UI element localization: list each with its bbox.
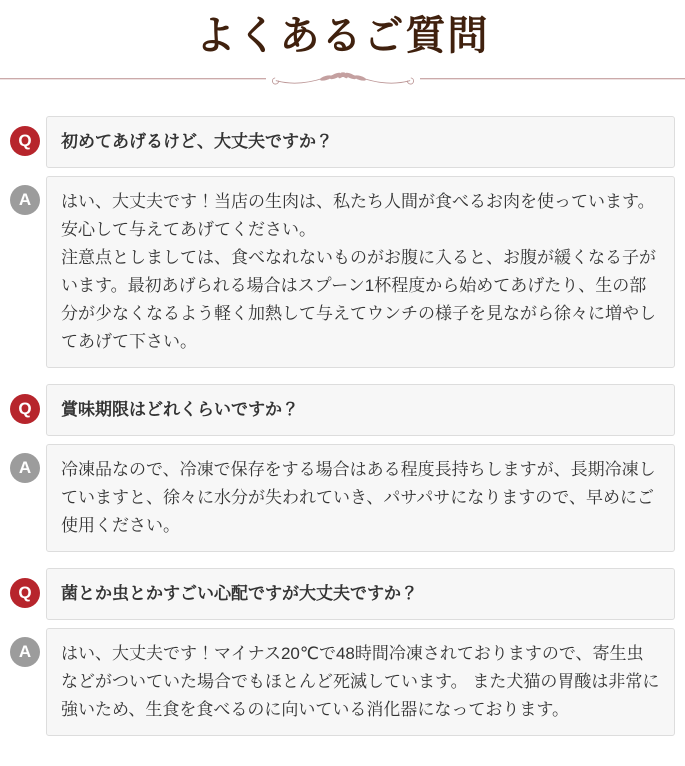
question-text: 菌とか虫とかすごい心配ですが大丈夫ですか？ (46, 568, 675, 620)
answer-paragraph: はい、大丈夫です！マイナス20℃で48時間冷凍されておりますので、寄生虫などがついていた場合でもほとんど死滅しています。 また犬猫の胃酸は非常に強いため、生食を食べるのに向いている消化器になっております。 (61, 640, 660, 724)
decorative-divider (0, 66, 685, 90)
q-badge-icon: Q (10, 126, 40, 156)
question-text: 初めてあげるけど、大丈夫ですか？ (46, 116, 675, 168)
q-badge-icon: Q (10, 578, 40, 608)
question-row (10, 384, 675, 436)
a-badge-icon: A (10, 185, 40, 215)
answer-paragraph: 冷凍品なので、冷凍で保存をする場合はある程度長持ちしますが、長期冷凍していますと、徐々に水分が失われていき、パサパサになりますので、早めにご使用ください。 (61, 456, 660, 540)
divider-line-right (420, 78, 685, 79)
answer-paragraph: 注意点としましては、食べなれないものがお腹に入ると、お腹が緩くなる子がいます。最初あげられる場合はスプーン1杯程度から始めてあげたり、生の部分が少なくなるよう軽く加熱して与えてウンチの様子を見ながら徐々に増やしてあげて下さい。 (61, 244, 660, 356)
answer-text (46, 176, 675, 368)
a-badge-icon: A (10, 637, 40, 667)
answer-text (46, 444, 675, 552)
question-row (10, 116, 675, 168)
answer-paragraph: はい、大丈夫です！当店の生肉は、私たち人間が食べるお肉を使っています。安心して与えてあげてください。 (61, 188, 660, 244)
faq-item (10, 384, 675, 552)
answer-row (10, 444, 675, 552)
q-badge-icon: Q (10, 394, 40, 424)
answer-text (46, 628, 675, 736)
flourish-ornament-icon (268, 66, 418, 90)
answer-row (10, 628, 675, 736)
question-row (10, 568, 675, 620)
answer-row (10, 176, 675, 368)
divider-line-left (0, 78, 266, 79)
faq-list (0, 116, 685, 766)
faq-item (10, 116, 675, 368)
a-badge-icon: A (10, 453, 40, 483)
page-title: よくあるご質問 (0, 10, 685, 62)
question-text: 賞味期限はどれくらいですか？ (46, 384, 675, 436)
faq-item (10, 568, 675, 736)
